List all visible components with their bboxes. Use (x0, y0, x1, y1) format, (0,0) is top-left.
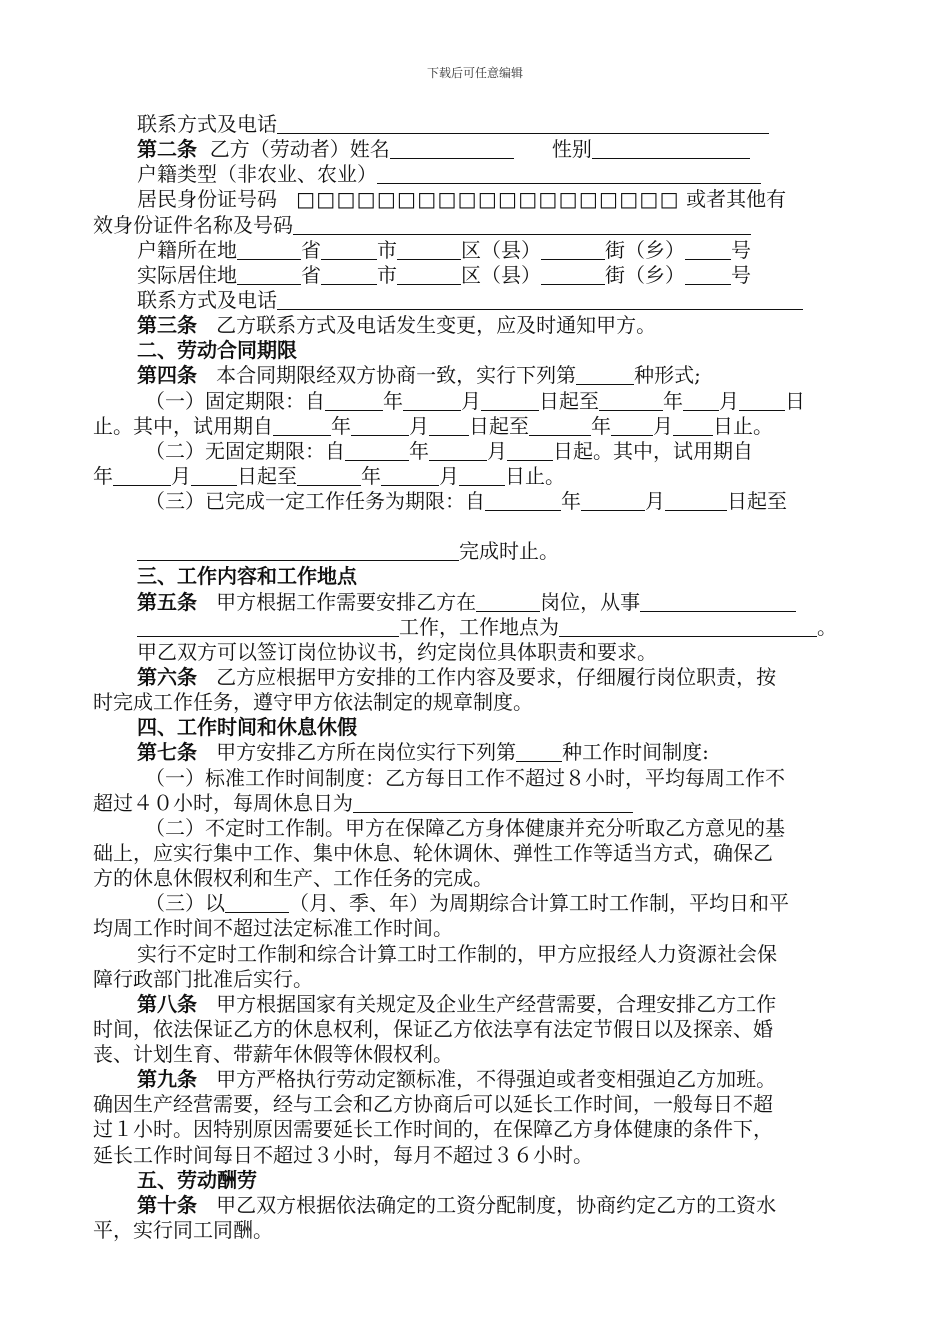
blank-field[interactable] (685, 264, 731, 285)
blank-field[interactable] (381, 465, 439, 486)
article-label: 第六条 (137, 664, 197, 689)
date-label: 日起至 (237, 463, 297, 488)
day-label: 日 (785, 388, 805, 413)
blank-field[interactable] (673, 415, 713, 436)
name-label: 乙方（劳动者）姓名 (209, 137, 390, 162)
blank-field[interactable] (581, 490, 645, 511)
comprehensive-hours-cont: 均周工作时间不超过法定标准工作时间。 (93, 916, 453, 941)
name-blank[interactable] (390, 138, 514, 159)
blank-field[interactable] (137, 540, 459, 561)
task-complete-label: 完成时止。 (459, 539, 559, 564)
probation-label: 。其中，试用期自 (593, 438, 753, 463)
contact-label: 联系方式及电话 (137, 112, 277, 136)
residence-address-label: 实际居住地 (137, 262, 237, 287)
hukou-type-label: 户籍类型（非农业、农业） (137, 162, 377, 187)
blank-field[interactable] (113, 465, 171, 486)
article-label: 第三条 (137, 313, 197, 338)
number-label: 号 (731, 262, 751, 287)
article-6-cont: 时完成工作任务，遵守甲方依法制定的规章制度。 (93, 690, 533, 715)
article-6 (93, 665, 863, 690)
gender-blank[interactable] (592, 138, 750, 159)
article-label: 第九条 (137, 1067, 197, 1092)
year-label: 年 (591, 413, 611, 438)
id-other-blank[interactable] (293, 214, 751, 235)
province-label: 省 (301, 237, 321, 262)
article-2-line (93, 137, 863, 162)
contract-body (93, 112, 863, 1243)
year-label: 年 (361, 463, 381, 488)
article-9-end: 延长工作时间每日不超过３小时，每月不超过３６小时。 (93, 1142, 593, 1167)
blank-field[interactable] (685, 239, 731, 260)
month-label: 月 (653, 413, 673, 438)
page-header: 下载后可任意编辑 (426, 66, 523, 80)
article-5-cont (93, 615, 863, 640)
article-label: 第八条 (137, 991, 197, 1016)
id-label: 居民身份证号码 (137, 187, 277, 212)
month-label: 月 (439, 463, 459, 488)
task-term-line (93, 489, 863, 514)
article-5-agreement: 甲乙双方可以签订岗位协议书，约定岗位具体职责和要求。 (137, 639, 657, 664)
date-label: 日起至 (469, 413, 529, 438)
contact-label: 联系方式及电话 (137, 287, 277, 312)
article-text: 甲乙双方根据依法确定的工资分配制度，协商约定乙方的工资水 (216, 1192, 777, 1217)
blank-field[interactable] (683, 390, 719, 411)
probation-label: 止。其中，试用期自 (93, 413, 273, 438)
year-label: 年 (561, 489, 581, 514)
section-3-heading: 三、工作内容和工作地点 (137, 564, 357, 589)
blank-field[interactable] (485, 490, 561, 511)
blank-field[interactable] (297, 465, 361, 486)
street-label: 街（乡） (605, 237, 685, 262)
hukou-type-blank[interactable] (377, 163, 761, 184)
period: 。 (817, 614, 837, 639)
blank-field[interactable] (397, 239, 461, 260)
task-complete-line (93, 539, 863, 564)
fixed-term-label: （一）固定期限：自 (145, 388, 325, 413)
blank-field[interactable] (611, 415, 653, 436)
year-label: 年 (663, 388, 683, 413)
flexible-hours-cont: 础上，应实行集中工作、集中休息、轮休调休、弹性工作等适当方式，确保乙 (93, 840, 773, 865)
month-label: 月 (409, 413, 429, 438)
location-blank[interactable] (559, 616, 817, 637)
section-2-heading: 二、劳动合同期限 (137, 338, 297, 363)
blank-field[interactable] (345, 440, 409, 461)
article-text: 岗位，从事 (540, 589, 641, 614)
date-end-label: 日止。 (505, 463, 565, 488)
article-label: 第二条 (137, 137, 197, 162)
blank-field[interactable] (237, 239, 301, 260)
blank-field[interactable] (397, 264, 461, 285)
blank-field[interactable] (429, 415, 469, 436)
id-other-line (93, 213, 863, 238)
blank-field[interactable] (507, 440, 553, 461)
year-label: 年 (331, 413, 351, 438)
id-boxes[interactable]: □□□□□□□□□□□□□□□□□□□ (296, 187, 680, 212)
blank-field[interactable] (541, 239, 605, 260)
article-text: 甲方根据国家有关规定及企业生产经营需要，合理安排乙方工作 (216, 991, 777, 1016)
city-label: 市 (377, 262, 397, 287)
blank-field[interactable] (273, 415, 331, 436)
blank-field[interactable] (576, 364, 634, 385)
id-other-label: 或者其他有 (686, 187, 787, 212)
blank-field[interactable] (321, 264, 377, 285)
standard-hours-line: （一）标准工作时间制度：乙方每日工作不超过８小时，平均每周工作不 (145, 765, 785, 790)
article-8 (93, 992, 863, 1017)
hukou-address-line (93, 238, 863, 263)
date-label: 日起至 (727, 489, 787, 514)
flexible-hours-end: 方的休息休假权利和生产、工作任务的完成。 (93, 866, 493, 891)
probation-line (93, 414, 863, 439)
year-label: 年 (409, 438, 429, 463)
article-label: 第七条 (137, 740, 197, 765)
article-7 (93, 740, 863, 765)
blank-field[interactable] (739, 390, 785, 411)
number-label: 号 (731, 237, 751, 262)
blank-field[interactable] (351, 415, 409, 436)
period-blank[interactable] (225, 892, 289, 913)
blank-field[interactable] (665, 490, 727, 511)
section-4-heading: 四、工作时间和休息休假 (137, 715, 357, 740)
article-10-end: 平，实行同工同酬。 (93, 1218, 273, 1243)
province-label: 省 (301, 262, 321, 287)
month-label: 月 (719, 388, 739, 413)
fixed-term-line (93, 389, 863, 414)
comprehensive-label: （三）以 (145, 891, 225, 916)
rest-day-label: 超过４０小时，每周休息日为 (93, 790, 353, 815)
article-9-cont-2: 过１小时。因特别原因需要延长工作时间的，在保障乙方身体健康的条件下， (93, 1117, 773, 1142)
article-text: 乙方联系方式及电话发生变更，应及时通知甲方。 (216, 313, 657, 338)
id-number-line (93, 187, 863, 212)
unfixed-probation-line (93, 464, 863, 489)
article-9-cont: 确因生产经营需要，经与工会和乙方协商后可以延长工作时间，一般每日不超 (93, 1092, 773, 1117)
month-label: 月 (461, 388, 481, 413)
month-label: 月 (645, 489, 665, 514)
approval-cont: 障行政部门批准后实行。 (93, 966, 313, 991)
year-label: 年 (383, 388, 403, 413)
article-text: 种工作时间制度: (562, 740, 709, 765)
blank-field[interactable] (429, 440, 487, 461)
unfixed-term-label: （二）无固定期限：自 (145, 438, 345, 463)
blank-field[interactable] (325, 390, 383, 411)
article-label: 第四条 (137, 363, 197, 388)
article-8-cont: 时间，依法保证乙方的休息权利，保证乙方依法享有法定节假日以及探亲、婚 (93, 1016, 773, 1041)
rest-day-blank[interactable] (353, 792, 633, 813)
article-text: 甲方根据工作需要安排乙方在 (216, 589, 477, 614)
district-label: 区（县） (461, 262, 541, 287)
blank-field[interactable] (516, 741, 562, 762)
hukou-type-line (93, 162, 863, 187)
article-label: 第五条 (137, 589, 197, 614)
blank-field[interactable] (237, 264, 301, 285)
article-9 (93, 1067, 863, 1092)
hukou-address-label: 户籍所在地 (137, 237, 237, 262)
blank-field[interactable] (321, 239, 377, 260)
id-other-label-2: 效身份证件名称及号码 (93, 212, 293, 237)
position-blank[interactable] (476, 591, 540, 612)
month-label: 月 (487, 438, 507, 463)
contact-line-1 (93, 112, 863, 137)
blank-field[interactable] (277, 289, 803, 310)
month-label: 月 (171, 463, 191, 488)
comprehensive-hours-line (93, 891, 863, 916)
article-label: 第十条 (137, 1192, 197, 1217)
blank-field[interactable] (541, 264, 605, 285)
blank-field[interactable] (599, 390, 663, 411)
blank-field[interactable] (459, 465, 505, 486)
date-label: 日起至 (539, 388, 599, 413)
comprehensive-text: （月、季、年）为周期综合计算工时工作制，平均日和平 (289, 891, 789, 916)
date-end-label: 日止。 (713, 413, 773, 438)
article-3 (93, 313, 863, 338)
article-10 (93, 1193, 863, 1218)
standard-hours-cont (93, 791, 863, 816)
gender-label: 性别 (551, 137, 592, 162)
work-blank[interactable] (137, 616, 399, 637)
article-text: 乙方应根据甲方安排的工作内容及要求，仔细履行岗位职责，按 (216, 664, 777, 689)
street-label: 街（乡） (605, 262, 685, 287)
blank-field[interactable] (277, 113, 769, 134)
article-text: 本合同期限经双方协商一致，实行下列第 (216, 363, 577, 388)
blank-field[interactable] (403, 390, 461, 411)
blank-field[interactable] (191, 465, 237, 486)
approval-line: 实行不定时工作制和综合计算工时工作制的，甲方应报经人力资源社会保 (137, 941, 777, 966)
date-label: 日起 (553, 438, 593, 463)
article-5 (93, 590, 863, 615)
year-label: 年 (93, 463, 113, 488)
city-label: 市 (377, 237, 397, 262)
blank-field[interactable] (481, 390, 539, 411)
district-label: 区（县） (461, 237, 541, 262)
task-term-label: （三）已完成一定工作任务为期限：自 (145, 489, 485, 514)
article-text: 工作，工作地点为 (399, 614, 559, 639)
spacer (93, 514, 863, 539)
article-text: 甲方安排乙方所在岗位实行下列第 (216, 740, 517, 765)
section-5-heading: 五、劳动酬劳 (137, 1167, 257, 1192)
flexible-hours-line: （二）不定时工作制。甲方在保障乙方身体健康并充分听取乙方意见的基 (145, 815, 785, 840)
article-text: 种形式; (634, 363, 701, 388)
unfixed-term-line (93, 439, 863, 464)
blank-field[interactable] (529, 415, 591, 436)
article-8-end: 丧、计划生育、带薪年休假等休假权利。 (93, 1042, 453, 1067)
article-text: 甲方严格执行劳动定额标准，不得强迫或者变相强迫乙方加班。 (216, 1067, 777, 1092)
contact-line-2 (93, 288, 863, 313)
residence-address-line (93, 263, 863, 288)
work-blank[interactable] (640, 591, 796, 612)
article-4 (93, 363, 863, 388)
